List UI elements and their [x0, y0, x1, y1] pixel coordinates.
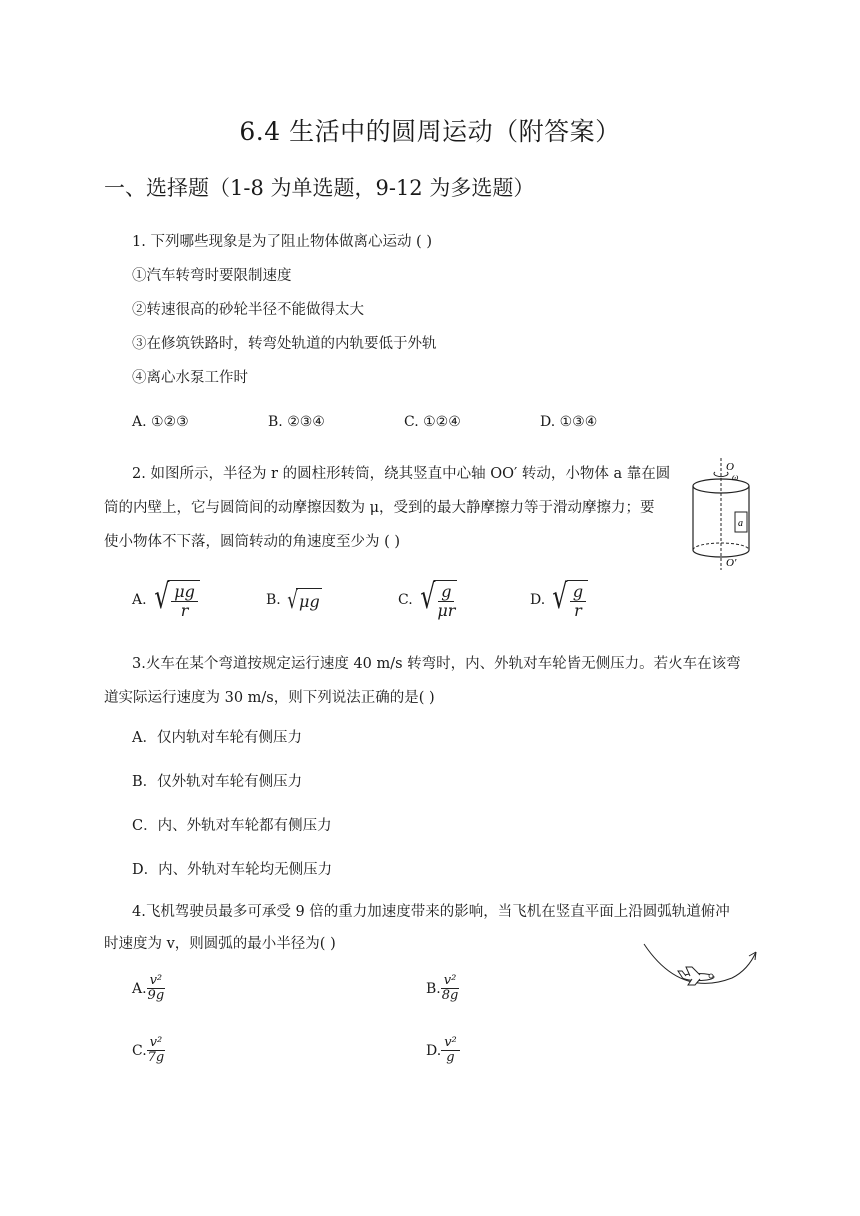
option-label: C.: [132, 1042, 147, 1059]
q3-option-d: D．内、外轨对车轮均无侧压力: [132, 862, 333, 878]
q1-option-c: C. ①②④: [404, 414, 461, 430]
q2-c-numerator: g: [438, 583, 454, 602]
q1-item-4: ④离心水泵工作时: [132, 370, 248, 386]
q3-option-c: C．内、外轨对车轮都有侧压力: [132, 818, 332, 834]
q1-item-1: ①汽车转弯时要限制速度: [132, 268, 292, 284]
q1-stem: 1. 下列哪些现象是为了阻止物体做离心运动 ( ): [132, 234, 432, 250]
q2-line-3: 使小物体不下落，圆筒转动的角速度至少为 ( ): [104, 534, 401, 550]
q1-item-2: ②转速很高的砂轮半径不能做得太大: [132, 302, 364, 318]
q2-option-b: B. √ μg: [266, 586, 320, 614]
q1-item-3: ③在修筑铁路时，转弯处轨道的内轨要低于外轨: [132, 336, 437, 352]
q2-option-a: A. √ $\frac{\mu g}{r}$: [132, 580, 200, 619]
q4-a-numerator: v²: [147, 974, 166, 989]
section-heading: 一、选择题（1-8 为单选题，9-12 为多选题）: [104, 176, 535, 200]
airplane-icon: [678, 967, 714, 985]
q1-option-d: D. ①③④: [540, 414, 598, 430]
q4-b-numerator: v²: [441, 974, 460, 989]
q2-option-d: D. √ $\frac{g}{r}$: [530, 580, 588, 619]
q3-option-a: A．仅内轨对车轮有侧压力: [132, 730, 302, 746]
q2-c-denominator: μr: [437, 600, 456, 620]
q4-b-denominator: 8g: [441, 988, 459, 1004]
fig-o-bottom: O′: [726, 557, 737, 569]
q4-option-d: [426, 1036, 460, 1066]
q4-d-numerator: v²: [441, 1036, 460, 1051]
q3-option-b: B．仅外轨对车轮有侧压力: [132, 774, 303, 790]
q4-c-numerator: v²: [147, 1036, 166, 1051]
option-label: B.: [426, 980, 441, 997]
airplane-arc-figure: [640, 940, 762, 988]
q2-line-2: 筒的内壁上，它与圆筒间的动摩擦因数为 μ，受到的最大静摩擦力等于滑动摩擦力；要: [104, 500, 655, 516]
q3-line-1: 3.火车在某个弯道按规定运行速度 40 m/s 转弯时，内、外轨对车轮皆无侧压力。若火车在该弯: [132, 656, 741, 672]
q3-line-2: 道实际运行速度为 30 m/s，则下列说法正确的是( ): [104, 690, 435, 706]
q1-option-a: A. ①②③: [132, 414, 189, 430]
option-label: D.: [426, 1042, 442, 1059]
q4-line-2: 时速度为 v，则圆弧的最小半径为( ): [104, 936, 336, 952]
q2-a-numerator: μg: [171, 583, 198, 602]
q4-option-c: [132, 1036, 165, 1066]
q1-option-b: B. ②③④: [268, 414, 325, 430]
q4-d-denominator: g: [446, 1050, 455, 1066]
q4-option-a: [132, 974, 165, 1004]
q2-option-c: C. √ $\frac{g}{\mu r}$: [398, 577, 456, 620]
q2-line-1: 2. 如图所示，半径为 r 的圆柱形转筒，绕其竖直中心轴 OO′ 转动，小物体 a 靠在圆: [132, 466, 671, 482]
fig-block-a: a: [738, 518, 743, 529]
option-label: A.: [132, 591, 147, 608]
fig-o-top: O: [726, 461, 734, 473]
fig-omega: ω: [732, 472, 739, 482]
option-label: A.: [132, 980, 147, 997]
rotating-cylinder-figure: [688, 458, 764, 572]
q2-a-denominator: r: [180, 600, 189, 620]
q2-d-numerator: g: [570, 583, 586, 602]
q4-a-denominator: 9g: [147, 988, 165, 1004]
option-label: B.: [266, 592, 281, 608]
q2-d-denominator: r: [574, 600, 582, 620]
q2-b-expression: μg: [299, 592, 320, 611]
option-label: D.: [530, 591, 546, 608]
page-title: 6.4 生活中的圆周运动（附答案）: [239, 117, 621, 146]
option-label: C.: [398, 591, 413, 608]
q4-option-b: [426, 974, 459, 1004]
q4-c-denominator: 7g: [147, 1050, 165, 1066]
q4-line-1: 4.飞机驾驶员最多可承受 9 倍的重力加速度带来的影响，当飞机在竖直平面上沿圆弧轨道俯冲: [132, 904, 730, 920]
